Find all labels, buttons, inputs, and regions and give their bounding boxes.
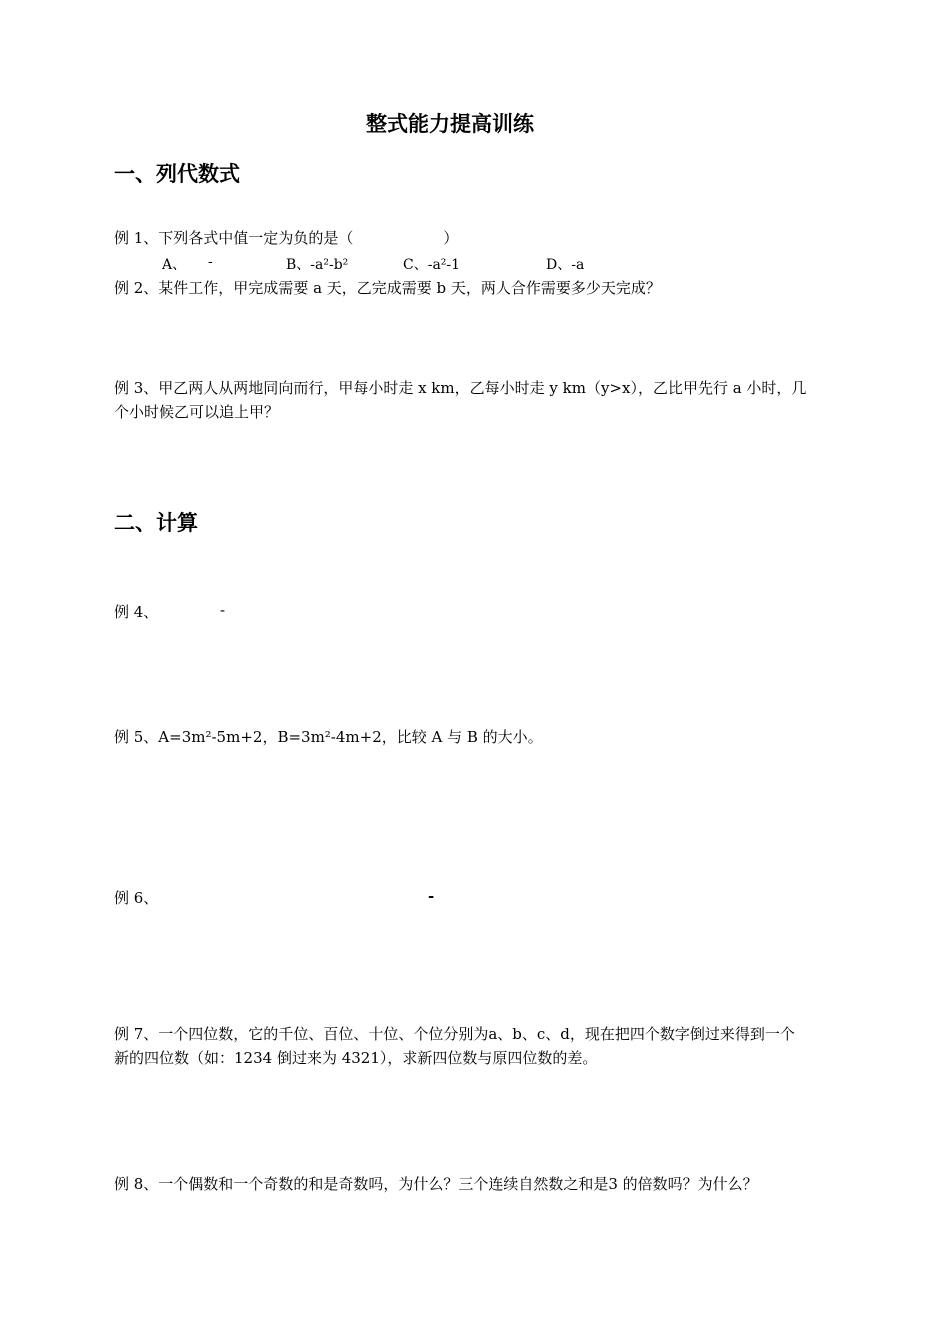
- option-a-label: A、: [162, 257, 187, 273]
- section-heading-calculation: 二、计算: [114, 511, 198, 535]
- option-a-sign: -: [208, 254, 213, 270]
- example-7-line-2: 新的四位数（如：1234 倒过来为 4321），求新四位数与原四位数的差。: [114, 1049, 598, 1067]
- example-8-question: 例 8、一个偶数和一个奇数的和是奇数吗，为什么？三个连续自然数之和是3 的倍数吗？为什么？: [114, 1175, 758, 1193]
- example-3-line-1: 例 3、甲乙两人从两地同向而行，甲每小时走 x km，乙每小时走 y km（y>x），乙比甲先行 a 小时，几: [114, 379, 807, 397]
- example-4-minus-sign: -: [220, 601, 226, 619]
- section-heading-expressions: 一、列代数式: [114, 162, 240, 186]
- option-d: D、-a: [546, 257, 585, 273]
- example-4-label: 例 4、: [114, 603, 159, 621]
- example-7-line-1: 例 7、一个四位数，它的千位、百位、十位、个位分别为a、b、c、d，现在把四个数字倒过来得到一个: [114, 1025, 795, 1043]
- option-b: B、-a²-b²: [286, 257, 349, 273]
- example-1-question: 例 1、下列各式中值一定为负的是（ ）: [114, 229, 459, 247]
- example-5-question: 例 5、A=3m²-5m+2，B=3m²-4m+2，比较 A 与 B 的大小。: [114, 728, 543, 746]
- example-6-label: 例 6、: [114, 889, 159, 907]
- page-title: 整式能力提高训练: [366, 112, 534, 136]
- example-3-line-2: 个小时候乙可以追上甲？: [114, 403, 280, 421]
- example-2-question: 例 2、某件工作，甲完成需要 a 天，乙完成需要 b 天，两人合作需要多少天完成？: [114, 279, 661, 297]
- option-c: C、-a²-1: [403, 257, 461, 273]
- example-6-minus-sign: -: [428, 887, 435, 905]
